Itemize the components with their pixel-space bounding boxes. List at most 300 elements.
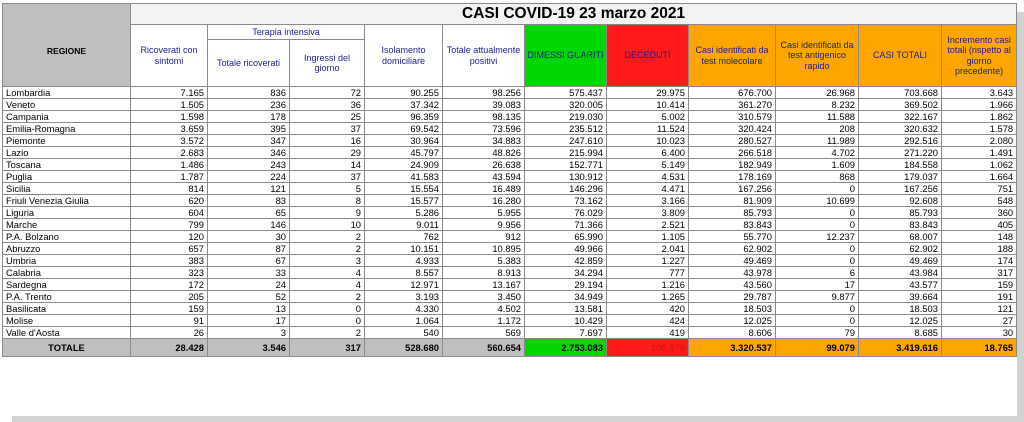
header-incremento: Incremento casi totali (rispetto al giorno precedente) xyxy=(942,25,1017,87)
incremento-value: 360 xyxy=(942,207,1017,219)
isolamento-value: 5.286 xyxy=(365,207,443,219)
molecolare-value: 266.518 xyxy=(689,147,776,159)
totale-ricoverati-value: 836 xyxy=(208,87,290,99)
positivi-value: 48.826 xyxy=(443,147,525,159)
dimessi-value: 7.697 xyxy=(525,327,607,339)
dimessi-value: 575.437 xyxy=(525,87,607,99)
ingressi-value: 14 xyxy=(290,159,365,171)
positivi-value: 8.913 xyxy=(443,267,525,279)
ingressi-value: 0 xyxy=(290,303,365,315)
ingressi-value: 2 xyxy=(290,243,365,255)
incremento-value: 1.062 xyxy=(942,159,1017,171)
dimessi-value: 219.030 xyxy=(525,111,607,123)
ricoverati-value: 2.683 xyxy=(131,147,208,159)
ricoverati-value: 159 xyxy=(131,303,208,315)
isolamento-value: 90.255 xyxy=(365,87,443,99)
incremento-value: 188 xyxy=(942,243,1017,255)
table-row xyxy=(3,291,1017,303)
isolamento-value: 540 xyxy=(365,327,443,339)
dimessi-value: 235.512 xyxy=(525,123,607,135)
isolamento-value: 10.151 xyxy=(365,243,443,255)
totale-ricoverati-value: 83 xyxy=(208,195,290,207)
antigenico-value: 26.968 xyxy=(776,87,859,99)
isolamento-value: 24.909 xyxy=(365,159,443,171)
antigenico-value: 11.989 xyxy=(776,135,859,147)
dimessi-value: 130.912 xyxy=(525,171,607,183)
molecolare-value: 18.503 xyxy=(689,303,776,315)
ingressi-value: 4 xyxy=(290,279,365,291)
molecolare-value: 280.527 xyxy=(689,135,776,147)
ricoverati-value: 205 xyxy=(131,291,208,303)
total-ingressi-value: 317 xyxy=(290,339,365,357)
ricoverati-value: 120 xyxy=(131,231,208,243)
ricoverati-value: 814 xyxy=(131,183,208,195)
positivi-value: 10.895 xyxy=(443,243,525,255)
region-name: Valle d'Aosta xyxy=(3,327,131,339)
dimessi-value: 76.029 xyxy=(525,207,607,219)
deceduti-value: 4.471 xyxy=(607,183,689,195)
region-name: Molise xyxy=(3,315,131,327)
region-name: Umbria xyxy=(3,255,131,267)
deceduti-value: 5.002 xyxy=(607,111,689,123)
antigenico-value: 0 xyxy=(776,243,859,255)
total-antigenico-value: 99.079 xyxy=(776,339,859,357)
table-row xyxy=(3,315,1017,327)
region-header: REGIONE xyxy=(46,45,87,56)
totale-ricoverati-value: 346 xyxy=(208,147,290,159)
table-title: CASI COVID-19 23 marzo 2021 xyxy=(131,4,1017,25)
table-row xyxy=(3,159,1017,171)
dimessi-value: 71.366 xyxy=(525,219,607,231)
positivi-value: 43.594 xyxy=(443,171,525,183)
positivi-value: 34.883 xyxy=(443,135,525,147)
deceduti-value: 10.023 xyxy=(607,135,689,147)
table-row xyxy=(3,327,1017,339)
deceduti-value: 2.521 xyxy=(607,219,689,231)
ingressi-value: 10 xyxy=(290,219,365,231)
molecolare-value: 55.770 xyxy=(689,231,776,243)
dimessi-value: 320.005 xyxy=(525,99,607,111)
positivi-value: 4.502 xyxy=(443,303,525,315)
antigenico-value: 17 xyxy=(776,279,859,291)
table-row xyxy=(3,183,1017,195)
region-name: Sicilia xyxy=(3,183,131,195)
deceduti-value: 1.265 xyxy=(607,291,689,303)
deceduti-value: 10.414 xyxy=(607,99,689,111)
incremento-value: 30 xyxy=(942,327,1017,339)
antigenico-value: 0 xyxy=(776,315,859,327)
dimessi-value: 65.990 xyxy=(525,231,607,243)
region-name: Piemonte xyxy=(3,135,131,147)
isolamento-value: 1.064 xyxy=(365,315,443,327)
total-molecolare-value: 3.320.537 xyxy=(689,339,776,357)
isolamento-value: 4.330 xyxy=(365,303,443,315)
region-name: Toscana xyxy=(3,159,131,171)
ingressi-value: 2 xyxy=(290,291,365,303)
antigenico-value: 0 xyxy=(776,183,859,195)
molecolare-value: 85.793 xyxy=(689,207,776,219)
incremento-value: 1.578 xyxy=(942,123,1017,135)
dimessi-value: 146.296 xyxy=(525,183,607,195)
incremento-value: 317 xyxy=(942,267,1017,279)
header-ricoverati: Ricoverati con sintomi xyxy=(131,25,208,87)
region-name: Campania xyxy=(3,111,131,123)
ricoverati-value: 657 xyxy=(131,243,208,255)
table-row xyxy=(3,99,1017,111)
casi-totali-value: 8.685 xyxy=(859,327,942,339)
total-incremento-value: 18.765 xyxy=(942,339,1017,357)
deceduti-value: 777 xyxy=(607,267,689,279)
positivi-value: 5.383 xyxy=(443,255,525,267)
dimessi-value: 34.949 xyxy=(525,291,607,303)
covid-table xyxy=(2,3,1017,357)
antigenico-value: 208 xyxy=(776,123,859,135)
total-totale-ricoverati-value: 3.546 xyxy=(208,339,290,357)
dimessi-value: 13.581 xyxy=(525,303,607,315)
ingressi-value: 4 xyxy=(290,267,365,279)
header-dimessi-guariti: DIMESSI GUARITI xyxy=(525,25,607,87)
total-deceduti-value: 105.879 xyxy=(607,339,689,357)
casi-totali-value: 39.664 xyxy=(859,291,942,303)
positivi-value: 1.172 xyxy=(443,315,525,327)
region-name: Emilia-Romagna xyxy=(3,123,131,135)
region-name: Marche xyxy=(3,219,131,231)
incremento-value: 2.080 xyxy=(942,135,1017,147)
casi-totali-value: 703.668 xyxy=(859,87,942,99)
casi-totali-value: 62.902 xyxy=(859,243,942,255)
ingressi-value: 72 xyxy=(290,87,365,99)
positivi-value: 5.955 xyxy=(443,207,525,219)
frame-shadow-bottom xyxy=(12,416,1017,422)
deceduti-value: 1.105 xyxy=(607,231,689,243)
totale-ricoverati-value: 146 xyxy=(208,219,290,231)
total-positivi-value: 560.654 xyxy=(443,339,525,357)
molecolare-value: 43.978 xyxy=(689,267,776,279)
isolamento-value: 15.577 xyxy=(365,195,443,207)
molecolare-value: 49.469 xyxy=(689,255,776,267)
isolamento-value: 9.011 xyxy=(365,219,443,231)
molecolare-value: 310.579 xyxy=(689,111,776,123)
header-test-antigenico: Casi identificati da test antigenico rapido xyxy=(776,25,859,87)
deceduti-value: 419 xyxy=(607,327,689,339)
totale-ricoverati-value: 243 xyxy=(208,159,290,171)
table-row xyxy=(3,219,1017,231)
ricoverati-value: 620 xyxy=(131,195,208,207)
molecolare-value: 8.606 xyxy=(689,327,776,339)
isolamento-value: 69.542 xyxy=(365,123,443,135)
casi-totali-value: 68.007 xyxy=(859,231,942,243)
casi-totali-value: 49.469 xyxy=(859,255,942,267)
header-isolamento: Isolamento domiciliare xyxy=(365,25,443,87)
molecolare-value: 361.270 xyxy=(689,99,776,111)
deceduti-value: 6.400 xyxy=(607,147,689,159)
table-row xyxy=(3,243,1017,255)
total-casi-totali-value: 3.419.616 xyxy=(859,339,942,357)
deceduti-value: 1.216 xyxy=(607,279,689,291)
antigenico-value: 8.232 xyxy=(776,99,859,111)
ricoverati-value: 383 xyxy=(131,255,208,267)
antigenico-value: 0 xyxy=(776,255,859,267)
deceduti-value: 424 xyxy=(607,315,689,327)
dimessi-value: 247.610 xyxy=(525,135,607,147)
ingressi-value: 8 xyxy=(290,195,365,207)
positivi-value: 912 xyxy=(443,231,525,243)
region-name: Sardegna xyxy=(3,279,131,291)
molecolare-value: 182.949 xyxy=(689,159,776,171)
totale-ricoverati-value: 236 xyxy=(208,99,290,111)
ricoverati-value: 91 xyxy=(131,315,208,327)
region-name: Calabria xyxy=(3,267,131,279)
incremento-value: 148 xyxy=(942,231,1017,243)
ingressi-value: 5 xyxy=(290,183,365,195)
isolamento-value: 762 xyxy=(365,231,443,243)
isolamento-value: 37.342 xyxy=(365,99,443,111)
table-row xyxy=(3,123,1017,135)
ricoverati-value: 1.598 xyxy=(131,111,208,123)
dimessi-value: 10.429 xyxy=(525,315,607,327)
table-row xyxy=(3,207,1017,219)
header-totale-positivi: Totale attualmente positivi xyxy=(443,25,525,87)
ricoverati-value: 3.659 xyxy=(131,123,208,135)
header-ingressi: Ingressi del giorno xyxy=(290,40,365,87)
antigenico-value: 0 xyxy=(776,219,859,231)
molecolare-value: 320.424 xyxy=(689,123,776,135)
antigenico-value: 0 xyxy=(776,303,859,315)
ingressi-value: 37 xyxy=(290,123,365,135)
positivi-value: 39.083 xyxy=(443,99,525,111)
casi-totali-value: 292.516 xyxy=(859,135,942,147)
casi-totali-value: 12.025 xyxy=(859,315,942,327)
incremento-value: 1.862 xyxy=(942,111,1017,123)
antigenico-value: 12.237 xyxy=(776,231,859,243)
totale-ricoverati-value: 24 xyxy=(208,279,290,291)
table-row xyxy=(3,255,1017,267)
totale-ricoverati-value: 67 xyxy=(208,255,290,267)
isolamento-value: 3.193 xyxy=(365,291,443,303)
corner-cell xyxy=(3,4,131,87)
totale-ricoverati-value: 87 xyxy=(208,243,290,255)
casi-totali-value: 167.256 xyxy=(859,183,942,195)
deceduti-value: 3.809 xyxy=(607,207,689,219)
table-row xyxy=(3,279,1017,291)
header-deceduti: DECEDUTI xyxy=(607,25,689,87)
table-row xyxy=(3,267,1017,279)
deceduti-value: 29.975 xyxy=(607,87,689,99)
ingressi-value: 0 xyxy=(290,315,365,327)
ingressi-value: 29 xyxy=(290,147,365,159)
ingressi-value: 37 xyxy=(290,171,365,183)
incremento-value: 1.491 xyxy=(942,147,1017,159)
casi-totali-value: 92.608 xyxy=(859,195,942,207)
region-name: Abruzzo xyxy=(3,243,131,255)
casi-totali-value: 271.220 xyxy=(859,147,942,159)
antigenico-value: 868 xyxy=(776,171,859,183)
casi-totali-value: 322.167 xyxy=(859,111,942,123)
incremento-value: 1.966 xyxy=(942,99,1017,111)
region-name: Puglia xyxy=(3,171,131,183)
deceduti-value: 5.149 xyxy=(607,159,689,171)
incremento-value: 159 xyxy=(942,279,1017,291)
region-name: Liguria xyxy=(3,207,131,219)
dimessi-value: 215.994 xyxy=(525,147,607,159)
region-name: Veneto xyxy=(3,99,131,111)
ingressi-value: 36 xyxy=(290,99,365,111)
header-casi-totali: CASI TOTALI xyxy=(859,25,942,87)
positivi-value: 26.638 xyxy=(443,159,525,171)
region-name: Lombardia xyxy=(3,87,131,99)
incremento-value: 548 xyxy=(942,195,1017,207)
region-name: Friuli Venezia Giulia xyxy=(3,195,131,207)
molecolare-value: 83.843 xyxy=(689,219,776,231)
ricoverati-value: 172 xyxy=(131,279,208,291)
positivi-value: 13.167 xyxy=(443,279,525,291)
totale-ricoverati-value: 17 xyxy=(208,315,290,327)
incremento-value: 174 xyxy=(942,255,1017,267)
antigenico-value: 0 xyxy=(776,207,859,219)
totale-ricoverati-value: 52 xyxy=(208,291,290,303)
incremento-value: 27 xyxy=(942,315,1017,327)
header-totale-ricoverati: Totale ricoverati xyxy=(208,40,290,87)
region-name: P.A. Trento xyxy=(3,291,131,303)
frame-shadow-right xyxy=(1017,12,1024,422)
totale-ricoverati-value: 121 xyxy=(208,183,290,195)
casi-totali-value: 18.503 xyxy=(859,303,942,315)
dimessi-value: 73.162 xyxy=(525,195,607,207)
antigenico-value: 6 xyxy=(776,267,859,279)
ingressi-value: 25 xyxy=(290,111,365,123)
ingressi-value: 2 xyxy=(290,231,365,243)
dimessi-value: 152.771 xyxy=(525,159,607,171)
molecolare-value: 81.909 xyxy=(689,195,776,207)
ricoverati-value: 799 xyxy=(131,219,208,231)
incremento-value: 191 xyxy=(942,291,1017,303)
deceduti-value: 420 xyxy=(607,303,689,315)
antigenico-value: 10.699 xyxy=(776,195,859,207)
total-dimessi-value: 2.753.083 xyxy=(525,339,607,357)
ricoverati-value: 604 xyxy=(131,207,208,219)
header-test-molecolare: Casi identificati da test molecolare xyxy=(689,25,776,87)
ingressi-value: 2 xyxy=(290,327,365,339)
positivi-value: 569 xyxy=(443,327,525,339)
deceduti-value: 3.166 xyxy=(607,195,689,207)
casi-totali-value: 43.984 xyxy=(859,267,942,279)
table-row xyxy=(3,303,1017,315)
ricoverati-value: 3.572 xyxy=(131,135,208,147)
isolamento-value: 15.554 xyxy=(365,183,443,195)
totale-ricoverati-value: 13 xyxy=(208,303,290,315)
ricoverati-value: 1.787 xyxy=(131,171,208,183)
casi-totali-value: 83.843 xyxy=(859,219,942,231)
ricoverati-value: 26 xyxy=(131,327,208,339)
molecolare-value: 29.787 xyxy=(689,291,776,303)
ingressi-value: 3 xyxy=(290,255,365,267)
incremento-value: 121 xyxy=(942,303,1017,315)
casi-totali-value: 43.577 xyxy=(859,279,942,291)
positivi-value: 16.489 xyxy=(443,183,525,195)
totale-ricoverati-value: 395 xyxy=(208,123,290,135)
molecolare-value: 43.560 xyxy=(689,279,776,291)
isolamento-value: 30.964 xyxy=(365,135,443,147)
ingressi-value: 9 xyxy=(290,207,365,219)
positivi-value: 9.956 xyxy=(443,219,525,231)
positivi-value: 16.280 xyxy=(443,195,525,207)
antigenico-value: 1.609 xyxy=(776,159,859,171)
molecolare-value: 62.902 xyxy=(689,243,776,255)
casi-totali-value: 179.037 xyxy=(859,171,942,183)
isolamento-value: 41.583 xyxy=(365,171,443,183)
casi-totali-value: 320.632 xyxy=(859,123,942,135)
table-row xyxy=(3,231,1017,243)
isolamento-value: 45.797 xyxy=(365,147,443,159)
casi-totali-value: 184.558 xyxy=(859,159,942,171)
ricoverati-value: 323 xyxy=(131,267,208,279)
antigenico-value: 9.877 xyxy=(776,291,859,303)
region-name: Lazio xyxy=(3,147,131,159)
header-terapia-intensiva: Terapia intensiva xyxy=(208,25,365,40)
ingressi-value: 16 xyxy=(290,135,365,147)
total-isolamento-value: 528.680 xyxy=(365,339,443,357)
table-row xyxy=(3,111,1017,123)
positivi-value: 98.135 xyxy=(443,111,525,123)
dimessi-value: 29.194 xyxy=(525,279,607,291)
molecolare-value: 676.700 xyxy=(689,87,776,99)
isolamento-value: 4.933 xyxy=(365,255,443,267)
molecolare-value: 167.256 xyxy=(689,183,776,195)
deceduti-value: 11.524 xyxy=(607,123,689,135)
isolamento-value: 8.557 xyxy=(365,267,443,279)
incremento-value: 3.643 xyxy=(942,87,1017,99)
positivi-value: 98.256 xyxy=(443,87,525,99)
table-row xyxy=(3,171,1017,183)
positivi-value: 3.450 xyxy=(443,291,525,303)
dimessi-value: 49.966 xyxy=(525,243,607,255)
dimessi-value: 34.294 xyxy=(525,267,607,279)
casi-totali-value: 85.793 xyxy=(859,207,942,219)
deceduti-value: 1.227 xyxy=(607,255,689,267)
region-name: Basilicata xyxy=(3,303,131,315)
totale-ricoverati-value: 178 xyxy=(208,111,290,123)
deceduti-value: 2.041 xyxy=(607,243,689,255)
ricoverati-value: 1.505 xyxy=(131,99,208,111)
region-name: P.A. Bolzano xyxy=(3,231,131,243)
positivi-value: 73.596 xyxy=(443,123,525,135)
ricoverati-value: 1.486 xyxy=(131,159,208,171)
table-row xyxy=(3,87,1017,99)
totals-row xyxy=(3,339,1017,357)
incremento-value: 1.664 xyxy=(942,171,1017,183)
totale-ricoverati-value: 3 xyxy=(208,327,290,339)
totale-ricoverati-value: 33 xyxy=(208,267,290,279)
totals-label: TOTALE xyxy=(3,339,131,357)
totale-ricoverati-value: 224 xyxy=(208,171,290,183)
table-row xyxy=(3,135,1017,147)
isolamento-value: 12.971 xyxy=(365,279,443,291)
molecolare-value: 178.169 xyxy=(689,171,776,183)
antigenico-value: 79 xyxy=(776,327,859,339)
totale-ricoverati-value: 30 xyxy=(208,231,290,243)
incremento-value: 405 xyxy=(942,219,1017,231)
totale-ricoverati-value: 347 xyxy=(208,135,290,147)
molecolare-value: 12.025 xyxy=(689,315,776,327)
table-row xyxy=(3,195,1017,207)
ricoverati-value: 7.165 xyxy=(131,87,208,99)
antigenico-value: 11.588 xyxy=(776,111,859,123)
total-ricoverati-value: 28.428 xyxy=(131,339,208,357)
table-row xyxy=(3,147,1017,159)
deceduti-value: 4.531 xyxy=(607,171,689,183)
dimessi-value: 42.859 xyxy=(525,255,607,267)
incremento-value: 751 xyxy=(942,183,1017,195)
